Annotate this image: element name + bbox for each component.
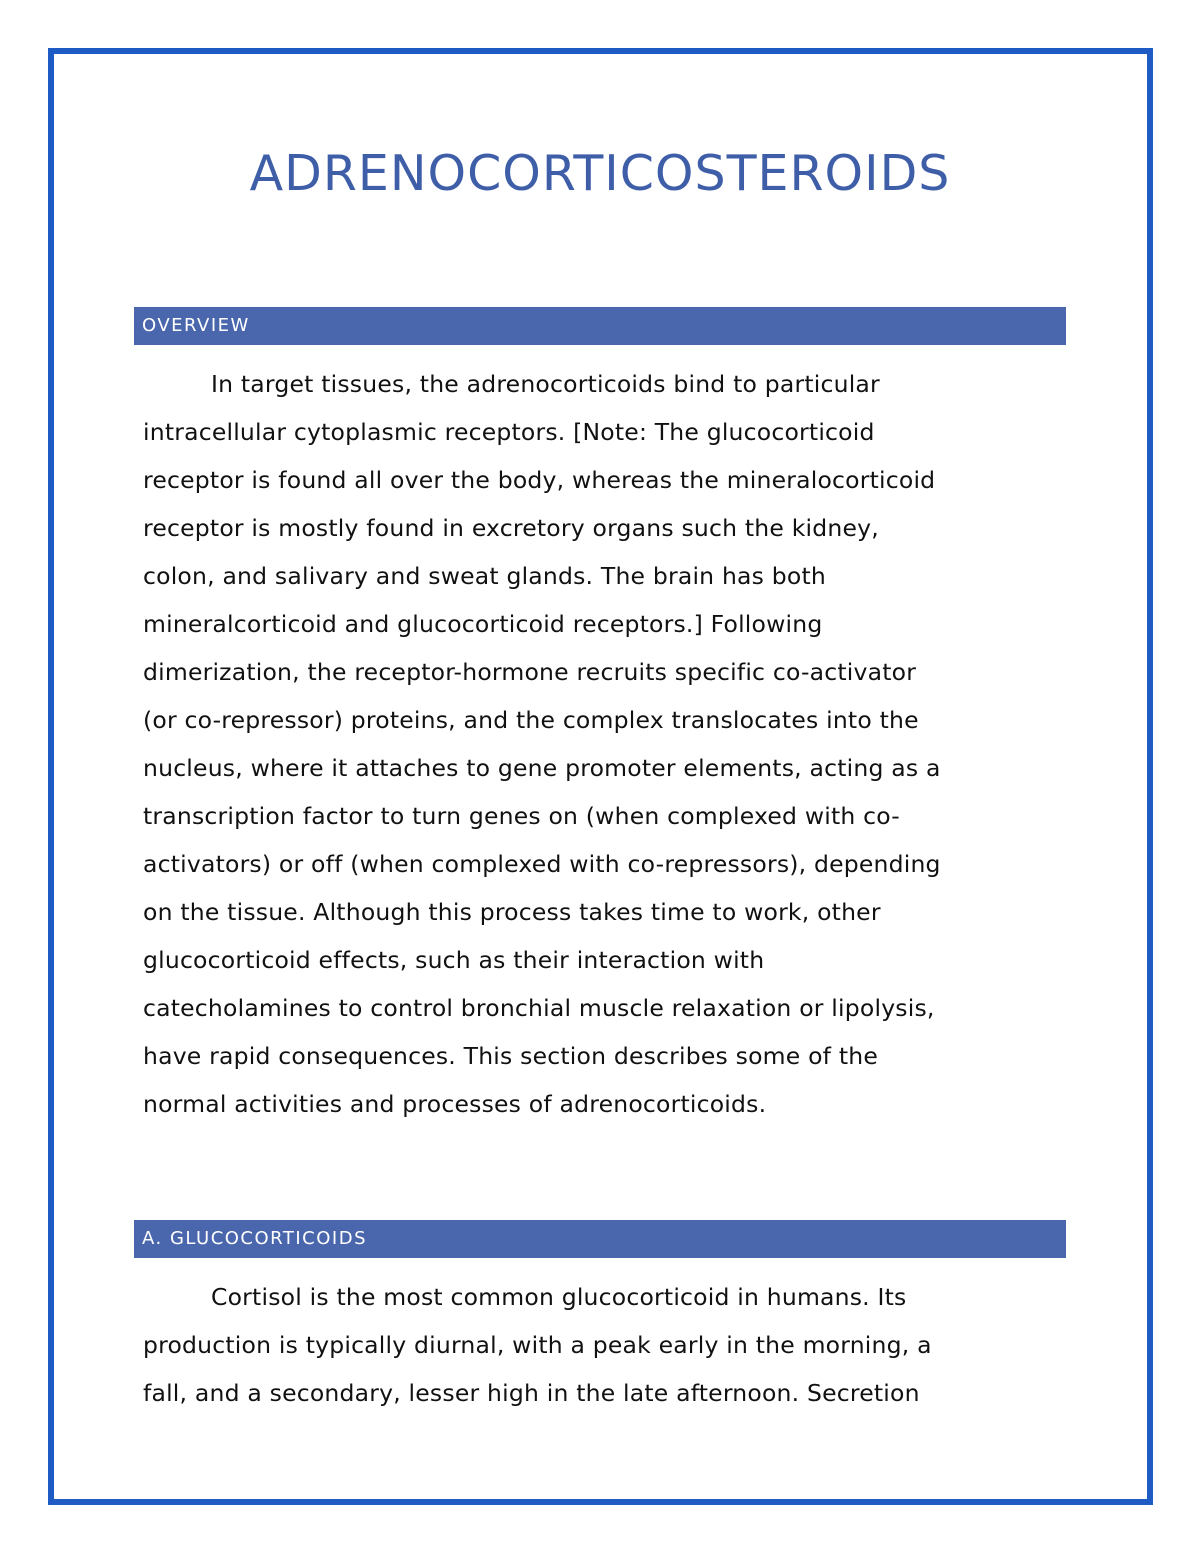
- document-title: ADRENOCORTICOSTEROIDS: [249, 145, 951, 202]
- paragraph-line: nucleus, where it attaches to gene promoter elements, acting as a: [143, 754, 941, 782]
- paragraph-line: In target tissues, the adrenocorticoids bind to particular: [211, 370, 880, 398]
- section-header-overview: OVERVIEW: [134, 307, 1066, 345]
- paragraph-overview: [143, 360, 1073, 1128]
- paragraph-line: production is typically diurnal, with a peak early in the morning, a: [143, 1331, 932, 1359]
- paragraph-line: dimerization, the receptor-hormone recruits specific co-activator: [143, 658, 917, 686]
- paragraph-line: on the tissue. Although this process takes time to work, other: [143, 898, 881, 926]
- paragraph-line: fall, and a secondary, lesser high in the late afternoon. Secretion: [143, 1379, 920, 1407]
- paragraph-line: catecholamines to control bronchial muscle relaxation or lipolysis,: [143, 994, 935, 1022]
- paragraph-line: receptor is found all over the body, whereas the mineralocorticoid: [143, 466, 936, 494]
- paragraph-line: intracellular cytoplasmic receptors. [Note: The glucocorticoid: [143, 418, 875, 446]
- paragraph-glucocorticoids: [143, 1273, 1073, 1417]
- paragraph-line: Cortisol is the most common glucocorticoid in humans. Its: [211, 1283, 907, 1311]
- paragraph-line: (or co-repressor) proteins, and the complex translocates into the: [143, 706, 919, 734]
- paragraph-line: receptor is mostly found in excretory organs such the kidney,: [143, 514, 879, 542]
- paragraph-line: glucocorticoid effects, such as their interaction with: [143, 946, 765, 974]
- paragraph-line: have rapid consequences. This section describes some of the: [143, 1042, 878, 1070]
- paragraph-line: colon, and salivary and sweat glands. The brain has both: [143, 562, 826, 590]
- paragraph-line: transcription factor to turn genes on (when complexed with co-: [143, 802, 900, 830]
- paragraph-line: activators) or off (when complexed with co-repressors), depending: [143, 850, 941, 878]
- paragraph-line: normal activities and processes of adrenocorticoids.: [143, 1090, 767, 1118]
- paragraph-line: mineralcorticoid and glucocorticoid receptors.] Following: [143, 610, 823, 638]
- section-header-glucocorticoids: A. GLUCOCORTICOIDS: [134, 1220, 1066, 1258]
